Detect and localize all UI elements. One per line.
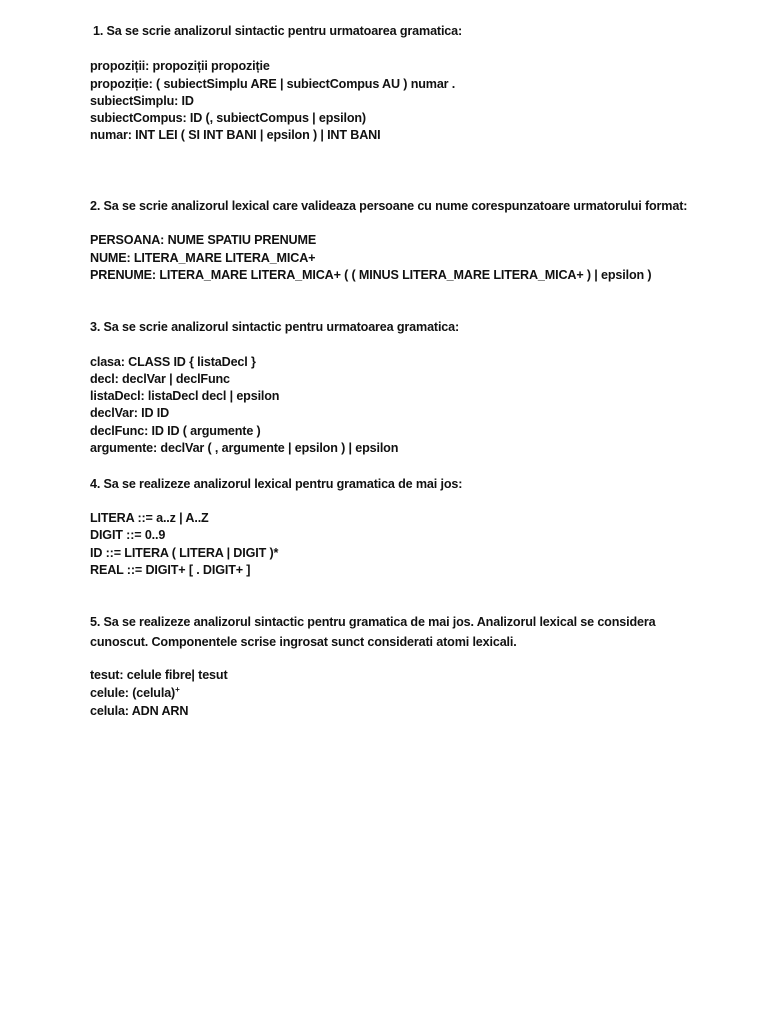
q2-title: 2. Sa se scrie analizorul lexical care valideaza persoane cu nume corespunzatoare urmatorului format:: [90, 199, 688, 213]
q4-line-4: REAL ::= DIGIT+ [ . DIGIT+ ]: [90, 563, 251, 577]
q4-title: 4. Sa se realizeze analizorul lexical pentru gramatica de mai jos:: [90, 477, 463, 491]
q1-line-4: subiectCompus: ID (, subiectCompus | epsilon): [90, 111, 366, 125]
q3-line-3: listaDecl: listaDecl decl | epsilon: [90, 389, 280, 403]
q1-line-3: subiectSimplu: ID: [90, 94, 194, 108]
q3-line-2: decl: declVar | declFunc: [90, 372, 230, 386]
q4-line-3: ID ::= LITERA ( LITERA | DIGIT )*: [90, 546, 279, 560]
q5-title-line-2: cunoscut. Componentele scrise ingrosat sunct considerati atomi lexicali.: [90, 635, 517, 649]
q1-line-1: propoziții: propoziții propoziție: [90, 59, 270, 73]
q3-title: 3. Sa se scrie analizorul sintactic pentru urmatoarea gramatica:: [90, 320, 460, 334]
q1-line-5: numar: INT LEI ( SI INT BANI | epsilon ) | INT BANI: [90, 128, 381, 142]
q5-line-2-text: celule: (celula): [90, 686, 176, 700]
q3-line-4: declVar: ID ID: [90, 406, 170, 420]
q5-line-1: tesut: celule fibre| tesut: [90, 668, 228, 682]
q4-line-2: DIGIT ::= 0..9: [90, 528, 166, 542]
q2-line-2: NUME: LITERA_MARE LITERA_MICA+: [90, 251, 316, 265]
q5-line-2-superscript: +: [175, 684, 180, 694]
q3-line-5: declFunc: ID ID ( argumente ): [90, 424, 261, 438]
q3-line-6: argumente: declVar ( , argumente | epsilon ) | epsilon: [90, 441, 399, 455]
q2-line-3: PRENUME: LITERA_MARE LITERA_MICA+ ( ( MINUS LITERA_MARE LITERA_MICA+ ) | epsilon ): [90, 268, 652, 282]
q1-title: 1. Sa se scrie analizorul sintactic pentru urmatoarea gramatica:: [93, 24, 463, 38]
q5-line-3: celula: ADN ARN: [90, 704, 189, 718]
q3-line-1: clasa: CLASS ID { listaDecl }: [90, 355, 256, 369]
q1-line-2: propoziție: ( subiectSimplu ARE | subiectCompus AU ) numar .: [90, 77, 456, 91]
q5-line-2: [90, 685, 180, 702]
q5-title-line-1: 5. Sa se realizeze analizorul sintactic pentru gramatica de mai jos. Analizorul lexical se considera: [90, 615, 656, 629]
q2-line-1: PERSOANA: NUME SPATIU PRENUME: [90, 233, 317, 247]
q4-line-1: LITERA ::= a..z | A..Z: [90, 511, 209, 525]
